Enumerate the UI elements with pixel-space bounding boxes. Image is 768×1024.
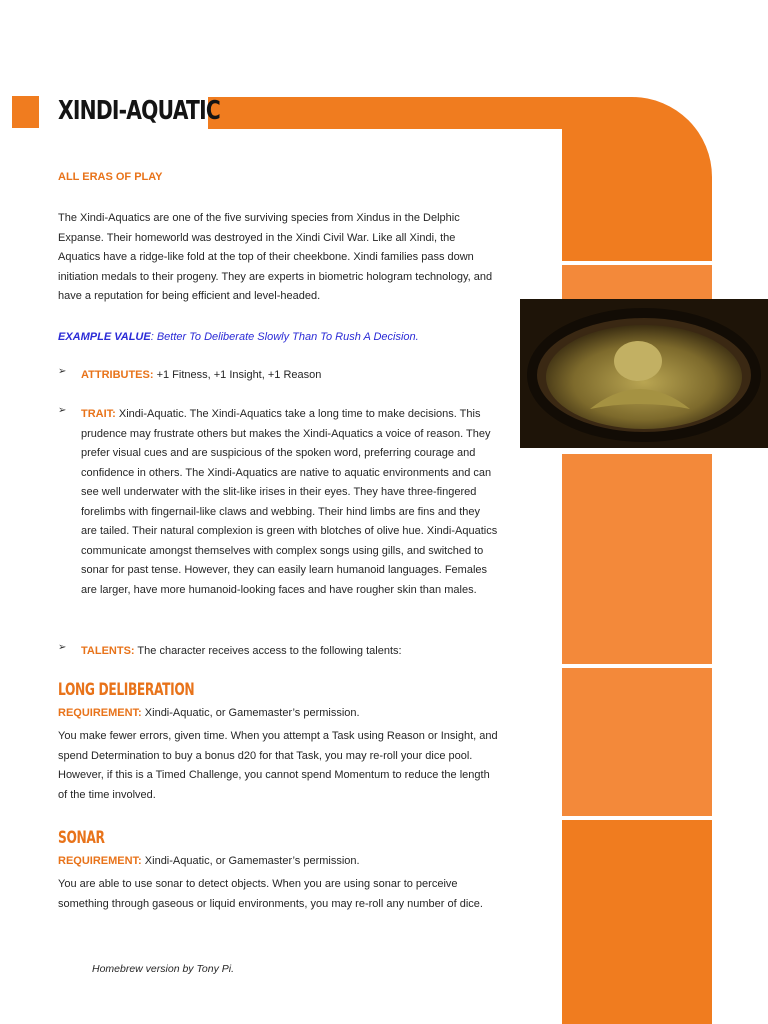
talent-heading-sonar: SONAR (58, 828, 105, 848)
example-value-label: EXAMPLE VALUE (58, 331, 151, 343)
bullet-arrow-icon: ➢ (58, 405, 67, 416)
talents-text: The character receives access to the following talents: (134, 645, 402, 657)
lcars-segment-3 (562, 668, 712, 816)
lcars-title-block (12, 96, 39, 128)
talent-requirement: REQUIREMENT: Xindi-Aquatic, or Gamemaster’s permission. (58, 707, 360, 719)
attributes-label: ATTRIBUTES: (81, 369, 154, 381)
attributes-bullet (58, 366, 498, 386)
example-value (58, 331, 419, 343)
lcars-top-bar (208, 97, 568, 129)
talent-description: You are able to use sonar to detect objects. When you are using sonar to perceive something through gaseous or liquid environments, you may re-roll any number of dice. (58, 878, 483, 910)
lcars-elbow (562, 97, 712, 261)
trait-label: TRAIT: (81, 408, 116, 420)
attributes-text: +1 Fitness, +1 Insight, +1 Reason (153, 369, 322, 381)
bullet-arrow-icon: ➢ (58, 642, 67, 653)
talent-description: You make fewer errors, given time. When you attempt a Task using Reason or Insight, and spend Determination to buy a bonus d20 for that Task, you may re-roll your dice pool. However, if this is a Timed Challenge, you cannot spend Momentum to reduce the length of the time involved. (58, 730, 498, 801)
bullet-arrow-icon: ➢ (58, 366, 67, 377)
lcars-segment-4 (562, 820, 712, 1024)
page-title: XINDI-AQUATIC (58, 96, 220, 126)
lcars-segment-2 (562, 454, 712, 664)
eras-of-play: ALL ERAS OF PLAY (58, 171, 163, 183)
talent-requirement: REQUIREMENT: Xindi-Aquatic, or Gamemaster’s permission. (58, 855, 360, 867)
talents-bullet (58, 642, 498, 662)
trait-bullet (58, 405, 498, 620)
lcars-segment-1 (562, 265, 712, 302)
talents-label: TALENTS: (81, 645, 135, 657)
intro-paragraph: The Xindi-Aquatics are one of the five surviving species from Xindus in the Delphic Expanse. Their homeworld was destroyed in the Xindi Civil War. Like all Xindi, the Aquatics have a ridge-like fold at the top of their cheekbone. Xindi families pass down initiation medals to their progeny. They are experts in biometric hologram technology, and have a reputation for being efficient and level-headed. (58, 212, 493, 302)
talent-heading-long-deliberation: LONG DELIBERATION (58, 680, 195, 700)
credit-line: Homebrew version by Tony Pi. (92, 963, 235, 975)
xindi-aquatic-photo (520, 299, 768, 448)
example-value-text: : Better To Deliberate Slowly Than To Rush A Decision. (150, 331, 419, 343)
trait-text: Xindi-Aquatic. The Xindi-Aquatics take a long time to make decisions. This prudence may frustrate others but makes the Xindi-Aquatics a voice of reason. They prefer visual cues and are suspicious of the spoken word, preferring courage and confidence in others. The Xindi-Aquatics are native to aquatic environments and can see well underwater with the slit-like irises in their eyes. They have three-fingered forelimbs with fingernail-like claws and webbing. Their hind limbs are fins and they are tailed. Their natural complexion is green with blotches of olive hue. Xindi-Aquatics communicate amongst themselves with complex songs using gills, and switched to sonar for past tense. However, they can easily learn humanoid languages. Females are larger, have more humanoid-looking faces and have rougher skin than males. (81, 408, 498, 596)
